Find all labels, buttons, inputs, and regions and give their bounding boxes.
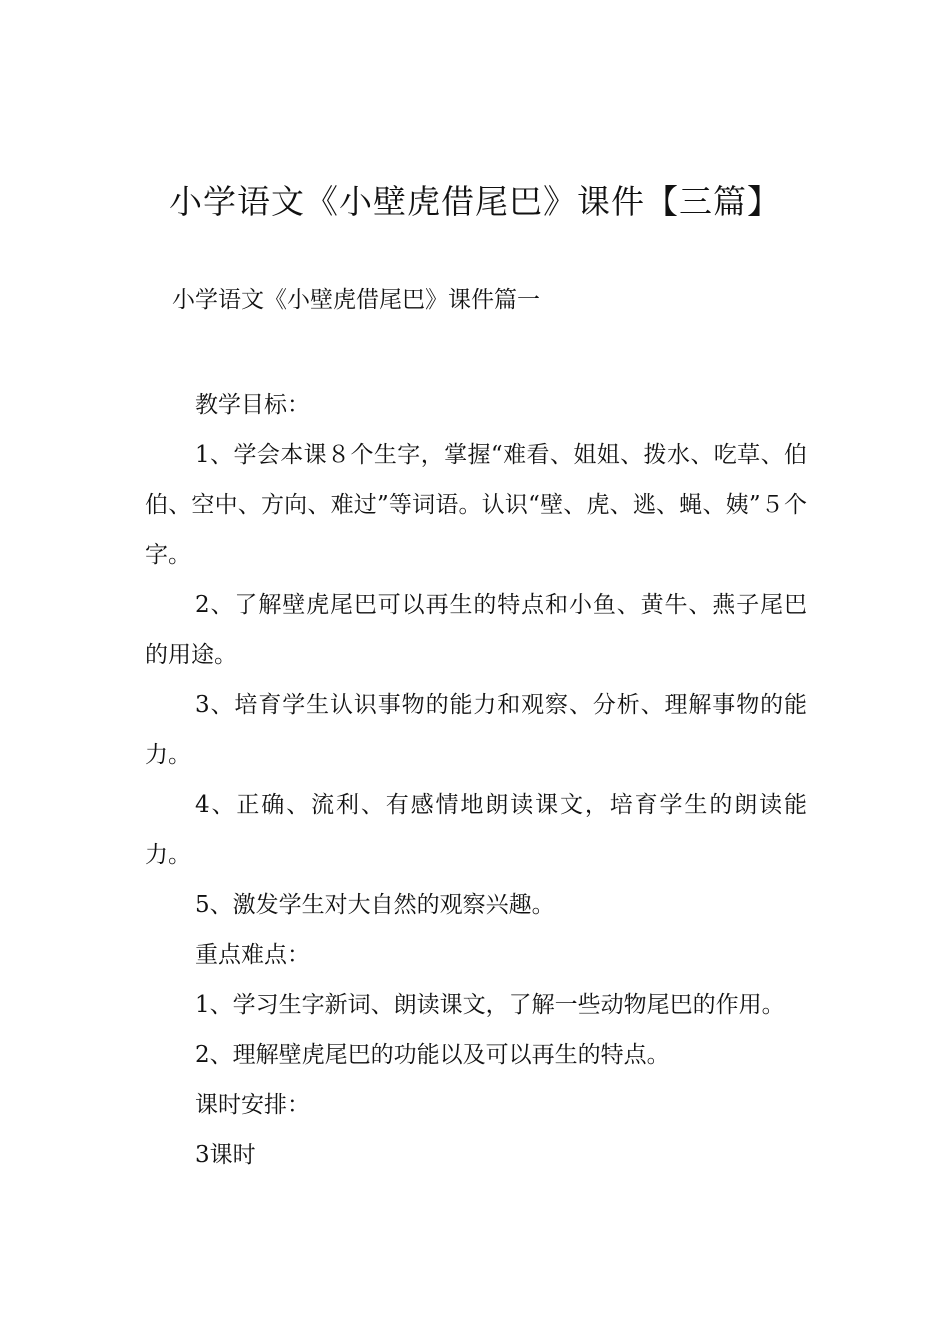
paragraph-goal-5: 5、激发学生对大自然的观察兴趣。 [195,892,555,918]
document-body [145,380,807,1180]
paragraph-goal-3: 3、培育学生认识事物的能力和观察、分析、理解事物的能力。 [145,692,807,768]
section-heading: 小学语文《小壁虎借尾巴》课件篇一 [172,287,540,313]
paragraph-goal-2: 2、了解壁虎尾巴可以再生的特点和小鱼、黄牛、燕子尾巴的用途。 [145,592,807,668]
paragraph-key-point-1: 1、学习生字新词、朗读课文，了解一些动物尾巴的作用。 [195,992,785,1018]
paragraph-schedule-value: 3课时 [195,1142,256,1168]
paragraph-key-point-2: 2、理解壁虎尾巴的功能以及可以再生的特点。 [195,1042,670,1068]
document-title: 小学语文《小壁虎借尾巴》课件【三篇】 [169,182,781,221]
paragraph-teaching-goals-heading: 教学目标： [195,392,310,418]
paragraph-goal-1: 1、学会本课８个生字，掌握“难看、姐姐、拨水、吃草、伯伯、空中、方向、难过”等词语。认识“壁、虎、逃、蝇、姨”５个字。 [145,442,807,568]
paragraph-goal-4: 4、正确、流利、有感情地朗读课文，培育学生的朗读能力。 [145,792,807,868]
paragraph-schedule-heading: 课时安排： [195,1092,310,1118]
paragraph-key-points-heading: 重点难点： [195,942,310,968]
